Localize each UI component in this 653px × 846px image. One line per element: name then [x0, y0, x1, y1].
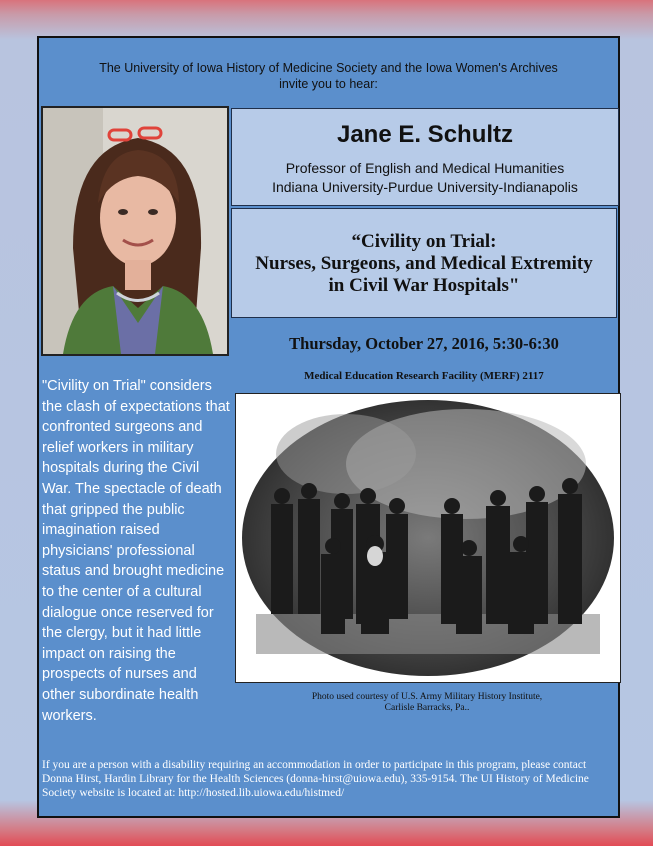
speaker-name: Jane E. Schultz: [336, 121, 514, 148]
talk-title-line-3: in Civil War Hospitals": [328, 275, 520, 296]
photo-caption-line-1: Photo used courtesy of U.S. Army Military History Institute,: [311, 692, 543, 702]
speaker-portrait-image: [43, 108, 227, 354]
header-line-2: invite you to hear:: [279, 77, 378, 91]
civil-war-surgeons-photo-image: [236, 394, 620, 682]
event-date: Thursday, October 27, 2016, 5:30-6:30: [289, 334, 559, 353]
historical-photo: [235, 393, 621, 683]
flyer-frame: [37, 36, 620, 818]
photo-caption: [235, 692, 619, 714]
flyer-header: [39, 38, 618, 98]
talk-description: "Civility on Trial" considers the clash of expectations that confronted surgeons and relief workers in military hospitals during the Civil War. The spectacle of death that gripped the public imagination raised physicians' professional status and brought medicine to the center of a cultural dialogue once reserved for the clergy, but it had little impact on raising the prospects of nurses and other subordinate health workers.: [42, 378, 230, 724]
photo-caption-line-2: Carlisle Barracks, Pa..: [384, 703, 470, 713]
talk-title-line-2: Nurses, Surgeons, and Medical Extremity: [255, 253, 593, 274]
speaker-title-line-2: Indiana University-Purdue University-Indianapolis: [272, 179, 578, 195]
speaker-affiliation: [232, 159, 618, 197]
speaker-title-line-1: Professor of English and Medical Humanities: [285, 160, 565, 176]
speaker-name-box: [231, 108, 619, 206]
talk-title-box: [231, 208, 617, 318]
talk-title-line-1: “Civility on Trial:: [351, 231, 497, 252]
accessibility-note: If you are a person with a disability requiring an accommodation in order to participate in this program, please contact Donna Hirst, Hardin Library for the Health Sciences (donna-hirst@uiowa.edu), 335-9154. The UI History of Medicine Society website is located at: http://hosted.lib.uiowa.edu/histmed/: [42, 759, 589, 799]
speaker-photo: [41, 106, 229, 356]
event-location: Medical Education Research Facility (MERF) 2117: [304, 370, 544, 382]
header-line-1: The University of Iowa History of Medicine Society and the Iowa Women's Archives: [99, 61, 558, 75]
